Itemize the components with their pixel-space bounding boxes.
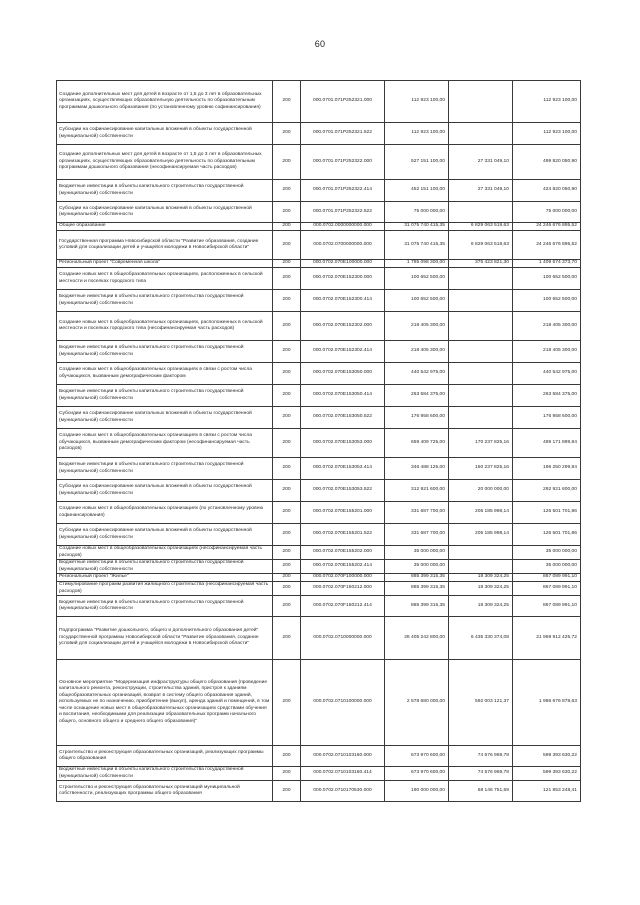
row-amount: 659 409 725,00 xyxy=(385,429,449,458)
row-execution xyxy=(449,363,513,385)
row-remainder: 100 652 500,00 xyxy=(513,290,581,312)
row-kbk: 000.0702.070E152300.000 xyxy=(301,268,385,290)
row-kbk: 000.0701.071P252322.000 xyxy=(301,145,385,180)
row-execution: 375 423 821,30 xyxy=(449,260,513,268)
row-remainder: 867 089 991,10 xyxy=(513,582,581,596)
table-row xyxy=(57,617,581,660)
row-execution xyxy=(449,312,513,341)
row-amount: 35 000 000,00 xyxy=(385,560,449,574)
row-amount: 1 785 098 300,00 xyxy=(385,260,449,268)
row-amount: 452 151 100,00 xyxy=(385,180,449,202)
row-code: 200 xyxy=(273,290,301,312)
row-name: Региональный проект "Жилье" xyxy=(57,574,273,582)
row-amount: 527 151 100,00 xyxy=(385,145,449,180)
row-code: 200 xyxy=(273,596,301,617)
row-code: 200 xyxy=(273,560,301,574)
table-row xyxy=(57,231,581,260)
row-remainder: 489 171 899,84 xyxy=(513,429,581,458)
row-code: 200 xyxy=(273,202,301,223)
row-kbk: 000.0702.070E155201.000 xyxy=(301,502,385,524)
table-row xyxy=(57,502,581,524)
row-execution xyxy=(449,341,513,363)
row-amount: 190 000 000,00 xyxy=(385,781,449,802)
row-remainder: 499 820 050,90 xyxy=(513,145,581,180)
row-code: 200 xyxy=(273,574,301,582)
row-name: Создание новых мест в общеобразовательных организациях в связи с ростом числа обучающихся, вызванным демографическим фактором (несофинансируемая часть расходов) xyxy=(57,429,273,458)
row-code: 200 xyxy=(273,524,301,546)
table-row xyxy=(57,123,581,145)
row-execution: 6 829 063 519,63 xyxy=(449,223,513,231)
row-amount: 263 584 375,00 xyxy=(385,385,449,407)
table-row xyxy=(57,180,581,202)
row-amount: 75 000 000,00 xyxy=(385,202,449,223)
row-amount: 331 687 700,00 xyxy=(385,502,449,524)
row-name: Бюджетные инвестиции в объекты капитального строительства государственной (муниципальной) собственности xyxy=(57,290,273,312)
row-execution: 6 829 063 519,63 xyxy=(449,231,513,260)
row-remainder: 75 000 000,00 xyxy=(513,202,581,223)
row-name: Стимулирование программ развития жилищного строительства (несофинансируемая часть расходов) xyxy=(57,582,273,596)
row-name: Строительство и реконструкция образовательных организаций, реализующих программы общего образования xyxy=(57,746,273,767)
row-kbk: 000.0702.070E152302.414 xyxy=(301,341,385,363)
row-kbk: 000.0702.070E155202.000 xyxy=(301,546,385,560)
row-remainder: 196 250 299,84 xyxy=(513,458,581,480)
row-remainder: 218 405 300,00 xyxy=(513,312,581,341)
row-remainder: 440 542 975,00 xyxy=(513,363,581,385)
row-amount: 673 970 600,00 xyxy=(385,767,449,781)
row-name: Создание новых мест в общеобразовательных организациях, расположенных в сельской местности и поселках городского типа (несофинансируемая часть расходов) xyxy=(57,312,273,341)
row-code: 200 xyxy=(273,546,301,560)
row-execution: 18 309 324,25 xyxy=(449,596,513,617)
row-amount: 885 399 315,35 xyxy=(385,596,449,617)
row-name: Субсидии на софинансирование капитальных вложений в объекты государственной (муниципальной) собственности xyxy=(57,524,273,546)
row-remainder: 599 393 630,22 xyxy=(513,746,581,767)
row-remainder: 599 393 630,22 xyxy=(513,767,581,781)
table-row xyxy=(57,546,581,560)
table-row xyxy=(57,574,581,582)
row-name: Региональный проект "Современная школа" xyxy=(57,260,273,268)
row-execution: 68 146 751,59 xyxy=(449,781,513,802)
row-kbk: 000.0702.0000000000.000 xyxy=(301,223,385,231)
row-remainder: 112 923 100,00 xyxy=(513,81,581,123)
table-row xyxy=(57,660,581,746)
row-execution: 205 185 998,14 xyxy=(449,524,513,546)
row-code: 200 xyxy=(273,123,301,145)
row-name: Субсидии на софинансирование капитальных вложений в объекты государственной (муниципальной) собственности xyxy=(57,123,273,145)
page-number: 60 xyxy=(314,39,326,49)
row-kbk: 000.0702.0710100000.000 xyxy=(301,660,385,746)
table-row xyxy=(57,223,581,231)
row-name: Основное мероприятие "Модернизация инфраструктуры общего образования (проведение капитального ремонта, реконструкции, строительства зданий, пристроя к зданиям общеобразовательных организаций, возврат в систему общего образования зданий, используемых не по назначению, приобретение (выкуп), аренда зданий и помещений, в том числе оснащение новых мест в общеобразовательных организациях средствами обучения и воспитания, необходимыми для реализации образовательных программ начального общего, основного общего и среднего общего образования)" xyxy=(57,660,273,746)
row-execution: 592 003 121,37 xyxy=(449,660,513,746)
row-remainder: 867 089 991,10 xyxy=(513,574,581,582)
row-name: Подпрограмма "Развитие дошкольного, общего и дополнительного образования детей" государственной программы Новосибирской области "Развитие образования, создание условий для социализации детей и учащейся молодежи в Новосибирской области" xyxy=(57,617,273,660)
row-name: Строительство и реконструкция образовательных организаций муниципальной собственности, реализующих программы общего образования xyxy=(57,781,273,802)
table-row xyxy=(57,458,581,480)
row-execution xyxy=(449,385,513,407)
row-code: 200 xyxy=(273,81,301,123)
row-remainder: 24 246 676 895,52 xyxy=(513,223,581,231)
row-execution xyxy=(449,81,513,123)
row-code: 200 xyxy=(273,268,301,290)
row-amount: 176 958 600,00 xyxy=(385,407,449,429)
row-kbk: 000.0701.071P252321.522 xyxy=(301,123,385,145)
row-name: Создание новых мест в общеобразовательных организациях (по установленному уровню софинансирования) xyxy=(57,502,273,524)
row-kbk: 000.0702.070E153050.000 xyxy=(301,363,385,385)
row-kbk: 000.0702.070F150212.414 xyxy=(301,596,385,617)
row-kbk: 000.0702.0710000000.000 xyxy=(301,617,385,660)
row-name: Бюджетные инвестиции в объекты капитального строительства государственной (муниципальной) собственности xyxy=(57,560,273,574)
table-row xyxy=(57,429,581,458)
row-code: 200 xyxy=(273,223,301,231)
row-kbk: 000.0701.071P252321.000 xyxy=(301,81,385,123)
row-execution xyxy=(449,546,513,560)
table-row xyxy=(57,582,581,596)
table-row xyxy=(57,746,581,767)
row-amount: 31 075 740 415,35 xyxy=(385,231,449,260)
row-name: Бюджетные инвестиции в объекты капитального строительства государственной (муниципальной) собственности xyxy=(57,341,273,363)
row-name: Субсидии на софинансирование капитальных вложений в объекты государственной (муниципальной) собственности xyxy=(57,480,273,502)
row-kbk: 000.0702.0710103160.414 xyxy=(301,767,385,781)
row-execution: 150 237 825,16 xyxy=(449,458,513,480)
row-execution: 6 435 330 374,08 xyxy=(449,617,513,660)
row-amount: 100 652 500,00 xyxy=(385,268,449,290)
row-name: Бюджетные инвестиции в объекты капитального строительства государственной (муниципальной) собственности xyxy=(57,458,273,480)
row-name: Государственная программа Новосибирской области "Развитие образования, создание условий для социализации детей и учащейся молодежи в Новосибирской области" xyxy=(57,231,273,260)
row-kbk: 000.0702.070E153050.522 xyxy=(301,407,385,429)
row-name: Бюджетные инвестиции в объекты капитального строительства государственной (муниципальной) собственности xyxy=(57,596,273,617)
row-code: 200 xyxy=(273,231,301,260)
row-kbk: 000.0702.0700000000.000 xyxy=(301,231,385,260)
row-execution xyxy=(449,123,513,145)
table-row xyxy=(57,363,581,385)
table-row xyxy=(57,202,581,223)
row-amount: 673 970 600,00 xyxy=(385,746,449,767)
row-amount: 28 405 242 800,00 xyxy=(385,617,449,660)
budget-table xyxy=(56,80,581,802)
row-amount: 2 578 680 000,00 xyxy=(385,660,449,746)
row-code: 200 xyxy=(273,458,301,480)
row-code: 200 xyxy=(273,502,301,524)
row-kbk: 000.0701.071P252322.414 xyxy=(301,180,385,202)
table-row xyxy=(57,290,581,312)
row-remainder: 218 405 300,00 xyxy=(513,341,581,363)
row-remainder: 1 986 676 878,63 xyxy=(513,660,581,746)
row-name: Создание дополнительных мест для детей в возрасте от 1,5 до 3 лет в образовательных организациях, осуществляющих образовательную деятельность по образовательным программам дошкольного образования (по установленному уровню софинансирования) xyxy=(57,81,273,123)
row-kbk: 000.0702.0710103160.000 xyxy=(301,746,385,767)
row-kbk: 000.0702.070E152300.414 xyxy=(301,290,385,312)
table-row xyxy=(57,268,581,290)
row-execution: 27 331 049,10 xyxy=(449,180,513,202)
row-kbk: 000.0702.070E152302.000 xyxy=(301,312,385,341)
row-remainder: 35 000 000,00 xyxy=(513,560,581,574)
row-name: Бюджетные инвестиции в объекты капитального строительства государственной (муниципальной) собственности xyxy=(57,180,273,202)
row-execution: 27 331 049,10 xyxy=(449,145,513,180)
row-code: 200 xyxy=(273,480,301,502)
row-kbk: 000.0702.070E153053.414 xyxy=(301,458,385,480)
row-remainder: 21 969 912 425,72 xyxy=(513,617,581,660)
row-kbk: 000.0702.070E153053.522 xyxy=(301,480,385,502)
row-execution xyxy=(449,268,513,290)
row-code: 200 xyxy=(273,617,301,660)
row-remainder: 176 958 600,00 xyxy=(513,407,581,429)
row-remainder: 121 853 248,41 xyxy=(513,781,581,802)
row-name: Создание дополнительных мест для детей в возрасте от 1,5 до 3 лет в образовательных организациях, осуществляющих образовательную деятельность по образовательным программам дошкольного образования (несофинансируемая часть расходов) xyxy=(57,145,273,180)
row-amount: 100 652 500,00 xyxy=(385,290,449,312)
row-kbk: 000.0702.070E155202.414 xyxy=(301,560,385,574)
row-execution: 18 309 324,25 xyxy=(449,574,513,582)
row-amount: 218 405 300,00 xyxy=(385,312,449,341)
table-row xyxy=(57,341,581,363)
row-remainder: 112 923 100,00 xyxy=(513,123,581,145)
row-kbk: 000.0702.070E153050.414 xyxy=(301,385,385,407)
row-name: Общее образование xyxy=(57,223,273,231)
row-remainder: 126 501 701,86 xyxy=(513,524,581,546)
row-amount: 35 000 000,00 xyxy=(385,546,449,560)
row-name: Субсидии на софинансирование капитальных вложений в объекты государственной (муниципальной) собственности xyxy=(57,407,273,429)
table-row xyxy=(57,560,581,574)
table-row xyxy=(57,81,581,123)
row-kbk: 000.0702.070E153053.000 xyxy=(301,429,385,458)
row-remainder: 24 246 676 895,52 xyxy=(513,231,581,260)
row-remainder: 424 820 050,90 xyxy=(513,180,581,202)
row-remainder: 1 409 674 373,70 xyxy=(513,260,581,268)
table-row xyxy=(57,145,581,180)
row-code: 200 xyxy=(273,429,301,458)
row-code: 200 xyxy=(273,260,301,268)
row-remainder: 263 584 375,00 xyxy=(513,385,581,407)
row-code: 200 xyxy=(273,385,301,407)
row-remainder: 126 501 701,86 xyxy=(513,502,581,524)
row-amount: 112 923 100,00 xyxy=(385,81,449,123)
row-amount: 112 923 100,00 xyxy=(385,123,449,145)
row-execution: 205 185 998,14 xyxy=(449,502,513,524)
row-name: Бюджетные инвестиции в объекты капитального строительства государственной (муниципальной) собственности xyxy=(57,385,273,407)
row-execution xyxy=(449,407,513,429)
row-name: Субсидии на софинансирование капитальных вложений в объекты государственной (муниципальной) собственности xyxy=(57,202,273,223)
row-amount: 440 542 975,00 xyxy=(385,363,449,385)
row-execution xyxy=(449,202,513,223)
row-remainder: 100 652 500,00 xyxy=(513,268,581,290)
row-kbk: 000.0702.070F150212.000 xyxy=(301,582,385,596)
row-amount: 885 399 315,35 xyxy=(385,582,449,596)
row-remainder: 867 089 991,10 xyxy=(513,596,581,617)
row-code: 200 xyxy=(273,407,301,429)
row-amount: 885 399 315,35 xyxy=(385,574,449,582)
row-name: Создание новых мест в общеобразовательных организациях, расположенных в сельской местности и поселках городского типа xyxy=(57,268,273,290)
row-code: 200 xyxy=(273,660,301,746)
row-code: 200 xyxy=(273,145,301,180)
row-remainder: 292 921 600,00 xyxy=(513,480,581,502)
row-execution: 20 000 000,00 xyxy=(449,480,513,502)
row-execution: 170 237 825,16 xyxy=(449,429,513,458)
row-execution: 18 309 324,25 xyxy=(449,582,513,596)
row-name: Бюджетные инвестиции в объекты капитального строительства государственной (муниципальной) собственности xyxy=(57,767,273,781)
row-name: Создание новых мест в общеобразовательных организациях в связи с ростом числа обучающихся, вызванным демографическим фактором xyxy=(57,363,273,385)
row-execution xyxy=(449,290,513,312)
row-code: 200 xyxy=(273,746,301,767)
row-kbk: 000.0702.070E155201.522 xyxy=(301,524,385,546)
row-execution xyxy=(449,560,513,574)
row-code: 200 xyxy=(273,781,301,802)
row-amount: 31 075 740 415,35 xyxy=(385,223,449,231)
row-code: 200 xyxy=(273,341,301,363)
row-kbk: 000.0702.070E100000.000 xyxy=(301,260,385,268)
row-amount: 218 405 300,00 xyxy=(385,341,449,363)
row-kbk: 000.0702.0710170530.000 xyxy=(301,781,385,802)
row-amount: 312 921 600,00 xyxy=(385,480,449,502)
row-code: 200 xyxy=(273,180,301,202)
row-code: 200 xyxy=(273,582,301,596)
table-row xyxy=(57,596,581,617)
row-execution: 74 576 969,78 xyxy=(449,767,513,781)
table-row xyxy=(57,312,581,341)
row-name: Создание новых мест в общеобразовательных организациях (несофинансируемая часть расходов) xyxy=(57,546,273,560)
row-code: 200 xyxy=(273,312,301,341)
table-row xyxy=(57,407,581,429)
table-row xyxy=(57,260,581,268)
table-row xyxy=(57,767,581,781)
row-remainder: 35 000 000,00 xyxy=(513,546,581,560)
table-row xyxy=(57,480,581,502)
table-row xyxy=(57,524,581,546)
table-row xyxy=(57,781,581,802)
row-code: 200 xyxy=(273,363,301,385)
row-kbk: 000.0701.071P252322.522 xyxy=(301,202,385,223)
row-kbk: 000.0702.070F100000.000 xyxy=(301,574,385,582)
row-amount: 331 687 700,00 xyxy=(385,524,449,546)
row-code: 200 xyxy=(273,767,301,781)
row-amount: 346 488 125,00 xyxy=(385,458,449,480)
row-execution: 74 576 969,78 xyxy=(449,746,513,767)
table-row xyxy=(57,385,581,407)
